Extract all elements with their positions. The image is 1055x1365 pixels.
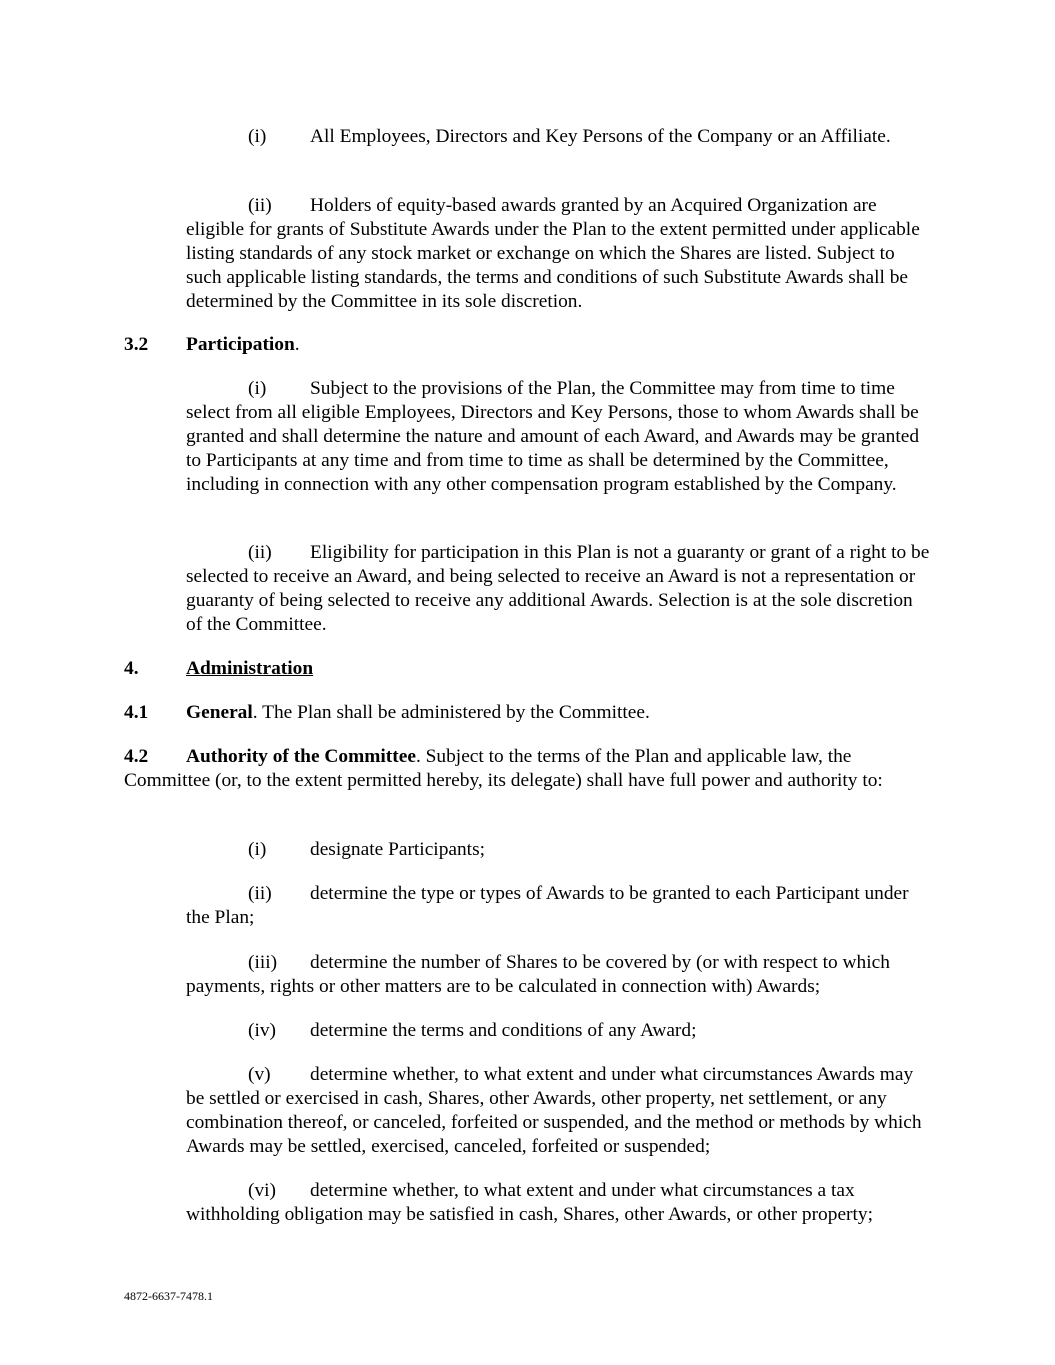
item-text: determine the number of Shares to be covered by (or with respect to which payments, rights or other matters are to be calculated in connection with) Awards; bbox=[186, 952, 890, 997]
item-marker: (i) bbox=[248, 378, 267, 399]
item-marker: (iv) bbox=[248, 1020, 276, 1041]
item-text: All Employees, Directors and Key Persons of the Company or an Affiliate. bbox=[310, 126, 891, 147]
section-number: 3.2 bbox=[124, 334, 149, 355]
authority-item-i bbox=[186, 838, 931, 862]
item-text: determine the terms and conditions of any Award; bbox=[310, 1020, 697, 1041]
participation-item-i bbox=[186, 377, 931, 497]
section-number: 4. bbox=[124, 658, 139, 679]
section-4-1 bbox=[124, 701, 924, 725]
item-text: Holders of equity-based awards granted by an Acquired Organization are eligible for grants of Substitute Awards under the Plan to the extent permitted under applicable listing standards of any stock market or exchange on which the Shares are listed. Subject to such applicable listing standards, the terms and conditions of such Substitute Awards shall be determined by the Committee in its sole discretion. bbox=[186, 195, 920, 312]
item-text: determine whether, to what extent and under what circumstances a tax withholding obligation may be satisfied in cash, Shares, other Awards, or other property; bbox=[186, 1180, 873, 1225]
authority-item-v bbox=[186, 1063, 931, 1159]
item-marker: (i) bbox=[248, 126, 267, 147]
item-marker: (ii) bbox=[248, 883, 272, 904]
section-text: . Subject to the terms of the Plan and applicable law, the Committee (or, to the extent permitted hereby, its delegate) shall have full power and authority to: bbox=[124, 746, 883, 791]
item-marker: (ii) bbox=[248, 542, 272, 563]
authority-item-vi bbox=[186, 1179, 931, 1227]
item-marker: (iii) bbox=[248, 952, 278, 973]
section-4-2 bbox=[124, 745, 924, 793]
eligibility-item-ii bbox=[186, 194, 931, 314]
document-id-footer: 4872-6637-7478.1 bbox=[124, 1289, 213, 1303]
item-text: determine whether, to what extent and under what circumstances Awards may be settled or exercised in cash, Shares, other Awards, other property, net settlement, or any combination thereof, or canceled, forfeited or suspended, and the method or methods by which Awards may be settled, exercised, canceled, forfeited or suspended; bbox=[186, 1064, 922, 1157]
item-text: designate Participants; bbox=[310, 839, 486, 860]
authority-item-iv bbox=[186, 1019, 931, 1043]
item-marker: (i) bbox=[248, 839, 267, 860]
authority-item-ii bbox=[186, 882, 931, 930]
section-title: General bbox=[186, 702, 253, 723]
item-text: Subject to the provisions of the Plan, the Committee may from time to time select from all eligible Employees, Directors and Key Persons, those to whom Awards shall be granted and shall determine the nature and amount of each Award, and Awards may be granted to Participants at any time and from time to time as shall be determined by the Committee, including in connection with any other compensation program established by the Company. bbox=[186, 378, 920, 495]
section-heading-3-2 bbox=[124, 333, 924, 357]
participation-item-ii bbox=[186, 541, 931, 637]
item-text: Eligibility for participation in this Plan is not a guaranty or grant of a right to be selected to receive an Award, and being selected to receive an Award is not a representation or guaranty of being selected to receive any additional Awards. Selection is at the sole discretion of the Committee. bbox=[186, 542, 930, 635]
section-title: Authority of the Committee bbox=[186, 746, 416, 767]
section-title: Participation bbox=[186, 334, 295, 355]
section-number: 4.1 bbox=[124, 702, 149, 723]
item-text: determine the type or types of Awards to be granted to each Participant under the Plan; bbox=[186, 883, 909, 928]
item-marker: (ii) bbox=[248, 195, 272, 216]
section-heading-4 bbox=[124, 657, 924, 681]
section-text: . The Plan shall be administered by the Committee. bbox=[252, 702, 650, 723]
section-title: Administration bbox=[186, 658, 314, 679]
item-marker: (vi) bbox=[248, 1180, 276, 1201]
authority-item-iii bbox=[186, 951, 931, 999]
item-marker: (v) bbox=[248, 1064, 271, 1085]
section-number: 4.2 bbox=[124, 746, 149, 767]
section-punct: . bbox=[294, 334, 300, 355]
eligibility-item-i bbox=[186, 125, 931, 149]
